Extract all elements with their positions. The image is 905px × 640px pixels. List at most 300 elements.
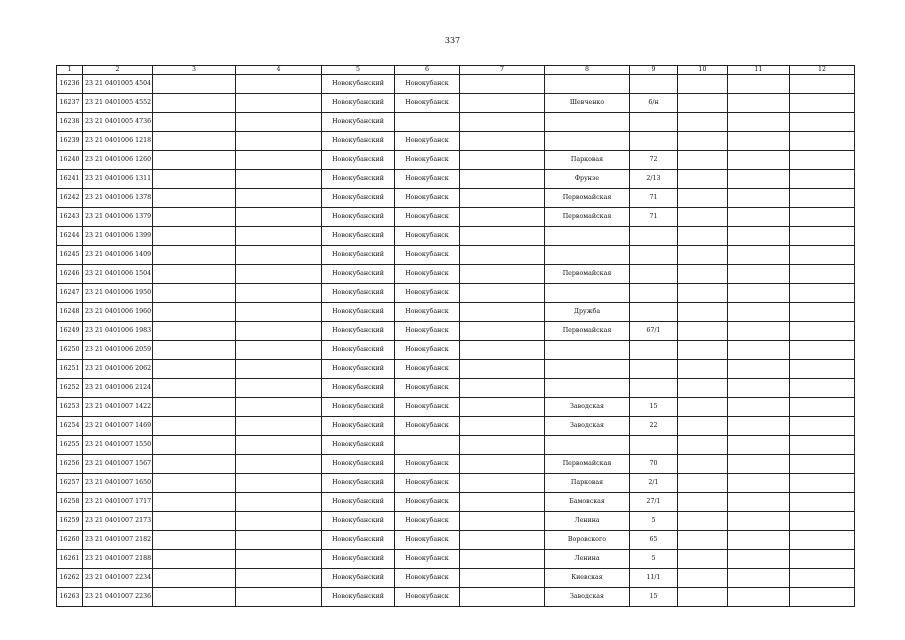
table-cell [236, 208, 322, 227]
table-cell: Новокубанский [322, 284, 395, 303]
table-cell [236, 303, 322, 322]
table-cell [153, 379, 236, 398]
table-cell [236, 569, 322, 588]
table-cell [728, 398, 790, 417]
table-cell [236, 512, 322, 531]
table-cell [630, 113, 678, 132]
table-cell [545, 379, 630, 398]
table-cell [460, 588, 545, 607]
table-cell [153, 512, 236, 531]
table-cell [790, 512, 855, 531]
table-cell [728, 94, 790, 113]
table-cell [153, 474, 236, 493]
table-cell [153, 493, 236, 512]
table-cell: 2/1 [630, 474, 678, 493]
table-row [57, 94, 855, 113]
table-row [57, 113, 855, 132]
table-cell [460, 569, 545, 588]
table-cell [153, 398, 236, 417]
table-cell [630, 246, 678, 265]
table-cell: 16245 [57, 246, 83, 265]
table-cell: 16252 [57, 379, 83, 398]
table-cell [728, 170, 790, 189]
table-cell: 11/1 [630, 569, 678, 588]
column-header-8: 8 [545, 66, 630, 75]
table-cell [630, 436, 678, 455]
table-cell [678, 474, 728, 493]
table-cell: 16253 [57, 398, 83, 417]
table-cell [728, 227, 790, 246]
table-cell: 16243 [57, 208, 83, 227]
table-cell: 16258 [57, 493, 83, 512]
table-cell: 16251 [57, 360, 83, 379]
column-header-11: 11 [728, 66, 790, 75]
table-cell: 15 [630, 398, 678, 417]
table-cell [728, 436, 790, 455]
table-cell: Новокубанск [395, 569, 460, 588]
column-header-7: 7 [460, 66, 545, 75]
table-cell [153, 531, 236, 550]
table-cell: 15 [630, 588, 678, 607]
table-cell [545, 341, 630, 360]
table-cell [678, 398, 728, 417]
table-cell [395, 436, 460, 455]
table-cell: Новокубанск [395, 208, 460, 227]
table-cell: Новокубанск [395, 227, 460, 246]
table-row [57, 569, 855, 588]
table-cell [790, 94, 855, 113]
table-cell [790, 436, 855, 455]
table-cell [790, 360, 855, 379]
table-cell: 16237 [57, 94, 83, 113]
table-cell [678, 208, 728, 227]
table-cell [153, 455, 236, 474]
table-cell [728, 284, 790, 303]
table-cell: Новокубанский [322, 208, 395, 227]
table-cell [630, 341, 678, 360]
table-cell: Новокубанский [322, 113, 395, 132]
table-cell [236, 94, 322, 113]
table-cell [790, 379, 855, 398]
table-cell [728, 151, 790, 170]
table-cell: 16261 [57, 550, 83, 569]
table-cell [728, 588, 790, 607]
table-cell [678, 322, 728, 341]
table-cell: 71 [630, 189, 678, 208]
table-cell: Новокубанский [322, 474, 395, 493]
table-cell [460, 398, 545, 417]
table-cell [790, 132, 855, 151]
table-cell [236, 227, 322, 246]
table-cell [678, 550, 728, 569]
table-cell: Первомайская [545, 265, 630, 284]
table-cell [678, 189, 728, 208]
table-cell [460, 455, 545, 474]
table-cell [790, 341, 855, 360]
table-cell [728, 360, 790, 379]
table-cell [153, 208, 236, 227]
table-cell [460, 132, 545, 151]
table-row [57, 132, 855, 151]
table-row [57, 512, 855, 531]
table-cell [728, 189, 790, 208]
table-cell [728, 569, 790, 588]
table-cell [460, 436, 545, 455]
table-cell: Новокубанский [322, 227, 395, 246]
table-cell: Новокубанский [322, 379, 395, 398]
table-cell: Новокубанск [395, 493, 460, 512]
table-cell: Новокубанск [395, 474, 460, 493]
table-cell: 16238 [57, 113, 83, 132]
table-cell [153, 189, 236, 208]
table-cell: 23 21 0401007 1469 [83, 417, 153, 436]
column-header-1: 1 [57, 66, 83, 75]
table-cell [728, 474, 790, 493]
table-cell: 16257 [57, 474, 83, 493]
column-header-9: 9 [630, 66, 678, 75]
table-cell [630, 265, 678, 284]
table-cell: 23 21 0401005 4736 [83, 113, 153, 132]
table-cell: Фрунзе [545, 170, 630, 189]
table-cell: 23 21 0401006 1960 [83, 303, 153, 322]
table-cell: Новокубанский [322, 189, 395, 208]
table-cell: Новокубанск [395, 132, 460, 151]
table-cell: Дружба [545, 303, 630, 322]
table-cell [236, 189, 322, 208]
table-cell [460, 284, 545, 303]
table-cell: 23 21 0401007 1650 [83, 474, 153, 493]
table-cell [678, 265, 728, 284]
table-cell [236, 341, 322, 360]
table-cell: Новокубанский [322, 75, 395, 94]
table-cell [678, 284, 728, 303]
table-cell: 23 21 0401007 1717 [83, 493, 153, 512]
table-cell: 23 21 0401006 1950 [83, 284, 153, 303]
table-cell [460, 379, 545, 398]
table-cell [395, 113, 460, 132]
table-cell [790, 189, 855, 208]
table-row [57, 246, 855, 265]
table-row [57, 417, 855, 436]
table-cell [630, 360, 678, 379]
table-cell [236, 170, 322, 189]
column-header-2: 2 [83, 66, 153, 75]
table-cell: Новокубанск [395, 75, 460, 94]
table-cell: Новокубанский [322, 550, 395, 569]
table-row [57, 208, 855, 227]
table-cell: Первомайская [545, 189, 630, 208]
table-cell [728, 379, 790, 398]
table-cell [728, 322, 790, 341]
table-cell [630, 284, 678, 303]
table-cell [790, 265, 855, 284]
table-cell: 23 21 0401006 1260 [83, 151, 153, 170]
table-cell: 5 [630, 550, 678, 569]
table-cell: 23 21 0401006 1379 [83, 208, 153, 227]
table-cell: Новокубанский [322, 455, 395, 474]
table-cell [153, 132, 236, 151]
table-cell: 16239 [57, 132, 83, 151]
table-cell: Новокубанский [322, 303, 395, 322]
table-cell: Новокубанский [322, 265, 395, 284]
table-cell: Новокубанск [395, 284, 460, 303]
table-cell: 23 21 0401007 2188 [83, 550, 153, 569]
table-row [57, 341, 855, 360]
table-cell: 16254 [57, 417, 83, 436]
header-row [57, 66, 855, 75]
table-cell: Новокубанский [322, 322, 395, 341]
table-cell: 23 21 0401007 2234 [83, 569, 153, 588]
table-cell: Новокубанский [322, 512, 395, 531]
table-cell: 23 21 0401006 1311 [83, 170, 153, 189]
table-cell [460, 75, 545, 94]
table-cell [153, 436, 236, 455]
table-cell: 16256 [57, 455, 83, 474]
table-cell [460, 512, 545, 531]
table-cell: Новокубанск [395, 512, 460, 531]
table-cell: Ленина [545, 512, 630, 531]
table-cell [678, 75, 728, 94]
table-cell [790, 113, 855, 132]
table-row [57, 170, 855, 189]
table-cell [545, 227, 630, 246]
table-cell: 16249 [57, 322, 83, 341]
table-cell: 71 [630, 208, 678, 227]
table-cell [153, 151, 236, 170]
table-row [57, 398, 855, 417]
table-cell [728, 75, 790, 94]
table-cell [236, 151, 322, 170]
table-cell: Новокубанский [322, 569, 395, 588]
table-cell [630, 75, 678, 94]
table-cell: Новокубанск [395, 588, 460, 607]
table-cell: Заводская [545, 417, 630, 436]
table-cell [153, 322, 236, 341]
table-cell: 23 21 0401006 1983 [83, 322, 153, 341]
table-cell [790, 455, 855, 474]
table-cell: 70 [630, 455, 678, 474]
table-cell: 16242 [57, 189, 83, 208]
table-cell [153, 284, 236, 303]
table-row [57, 550, 855, 569]
table-cell [460, 303, 545, 322]
table-cell [460, 189, 545, 208]
table-row [57, 474, 855, 493]
table-cell: 16248 [57, 303, 83, 322]
table-cell [236, 417, 322, 436]
table-cell: Новокубанск [395, 303, 460, 322]
table-cell: 23 21 0401006 1399 [83, 227, 153, 246]
table-cell [236, 493, 322, 512]
table-cell [790, 246, 855, 265]
table-cell [236, 132, 322, 151]
table-cell [678, 246, 728, 265]
table-cell [236, 550, 322, 569]
table-row [57, 151, 855, 170]
table-cell: 27/1 [630, 493, 678, 512]
table-cell [153, 417, 236, 436]
table-cell [460, 208, 545, 227]
table-cell: Первомайская [545, 322, 630, 341]
table-cell [790, 417, 855, 436]
table-cell [545, 436, 630, 455]
table-cell: 23 21 0401006 2059 [83, 341, 153, 360]
table-cell: Новокубанский [322, 588, 395, 607]
table-cell: 23 21 0401007 1550 [83, 436, 153, 455]
table-cell [460, 94, 545, 113]
table-cell: 23 21 0401006 1504 [83, 265, 153, 284]
table-cell: 16260 [57, 531, 83, 550]
table-cell: Новокубанский [322, 531, 395, 550]
table-cell [790, 208, 855, 227]
table-cell [678, 455, 728, 474]
table-cell [678, 512, 728, 531]
table-cell [790, 550, 855, 569]
table-cell [678, 151, 728, 170]
table-cell: Киевская [545, 569, 630, 588]
table-cell [728, 303, 790, 322]
table-cell: Новокубанский [322, 341, 395, 360]
table-cell: 23 21 0401006 1378 [83, 189, 153, 208]
table-cell: Новокубанский [322, 398, 395, 417]
table-cell: Новокубанский [322, 246, 395, 265]
table-cell: Новокубанск [395, 379, 460, 398]
table-cell: Новокубанск [395, 398, 460, 417]
table-cell: Новокубанск [395, 170, 460, 189]
table-cell: Новокубанский [322, 94, 395, 113]
table-cell: 22 [630, 417, 678, 436]
table-cell [630, 379, 678, 398]
table-cell: Новокубанск [395, 265, 460, 284]
table-cell [545, 360, 630, 379]
table-cell [678, 94, 728, 113]
table-cell: 16247 [57, 284, 83, 303]
table-row [57, 303, 855, 322]
table-cell: Новокубанск [395, 322, 460, 341]
table-cell: Новокубанский [322, 360, 395, 379]
column-header-6: 6 [395, 66, 460, 75]
table-row [57, 265, 855, 284]
table-cell: Первомайская [545, 208, 630, 227]
table-row [57, 322, 855, 341]
table-cell [545, 132, 630, 151]
table-cell: 2/13 [630, 170, 678, 189]
table-cell [678, 227, 728, 246]
table-cell: 23 21 0401005 4504 [83, 75, 153, 94]
table-cell: 23 21 0401007 2173 [83, 512, 153, 531]
table-cell: 16246 [57, 265, 83, 284]
table-cell [678, 303, 728, 322]
table-cell [728, 531, 790, 550]
table-cell [728, 512, 790, 531]
table-cell [545, 113, 630, 132]
table-cell: 23 21 0401007 2236 [83, 588, 153, 607]
table-cell [236, 398, 322, 417]
column-header-5: 5 [322, 66, 395, 75]
table-cell: 6/н [630, 94, 678, 113]
table-row [57, 360, 855, 379]
table-cell: Новокубанск [395, 189, 460, 208]
table-cell [790, 588, 855, 607]
table-cell [153, 94, 236, 113]
table-cell [153, 227, 236, 246]
table-cell: Первомайская [545, 455, 630, 474]
table-cell: Новокубанский [322, 170, 395, 189]
table-cell: Парковая [545, 151, 630, 170]
table-cell [728, 417, 790, 436]
table-cell: Новокубанск [395, 341, 460, 360]
table-cell [236, 474, 322, 493]
table-cell: Заводская [545, 398, 630, 417]
table-cell [545, 246, 630, 265]
table-cell [153, 170, 236, 189]
table-cell [460, 170, 545, 189]
table-cell: 23 21 0401007 2182 [83, 531, 153, 550]
table-cell [790, 493, 855, 512]
table-cell [678, 170, 728, 189]
table-cell [236, 588, 322, 607]
table-cell: Шевченко [545, 94, 630, 113]
table-cell [153, 588, 236, 607]
table-cell: 16236 [57, 75, 83, 94]
page-number: 337 [444, 36, 461, 45]
column-header-12: 12 [790, 66, 855, 75]
table-row [57, 189, 855, 208]
table-cell [460, 531, 545, 550]
table-cell [790, 569, 855, 588]
table-cell [236, 455, 322, 474]
table-cell [728, 132, 790, 151]
table-cell [790, 170, 855, 189]
table-cell [460, 322, 545, 341]
table-cell [790, 474, 855, 493]
table-cell [790, 398, 855, 417]
table-cell: 16250 [57, 341, 83, 360]
table-cell [460, 474, 545, 493]
table-cell: Новокубанский [322, 493, 395, 512]
table-cell [236, 531, 322, 550]
column-header-4: 4 [236, 66, 322, 75]
table-cell [790, 284, 855, 303]
table-cell [790, 303, 855, 322]
table-row [57, 436, 855, 455]
table-cell: 16263 [57, 588, 83, 607]
table-cell [460, 265, 545, 284]
table-cell [153, 550, 236, 569]
table-cell [728, 208, 790, 227]
table-cell [153, 75, 236, 94]
table-cell [153, 265, 236, 284]
table-cell: Новокубанск [395, 455, 460, 474]
table-cell: Заводская [545, 588, 630, 607]
table-cell [460, 151, 545, 170]
table-cell [545, 284, 630, 303]
table-row [57, 227, 855, 246]
table-cell [460, 113, 545, 132]
table-cell: 23 21 0401006 2062 [83, 360, 153, 379]
table-cell [545, 75, 630, 94]
table-cell: 16262 [57, 569, 83, 588]
table-cell [728, 246, 790, 265]
table-cell [153, 303, 236, 322]
table-cell: Новокубанск [395, 94, 460, 113]
table-cell [678, 360, 728, 379]
table-cell [728, 265, 790, 284]
table-cell [460, 341, 545, 360]
table-cell [790, 75, 855, 94]
table-cell [678, 436, 728, 455]
table-cell: 16259 [57, 512, 83, 531]
